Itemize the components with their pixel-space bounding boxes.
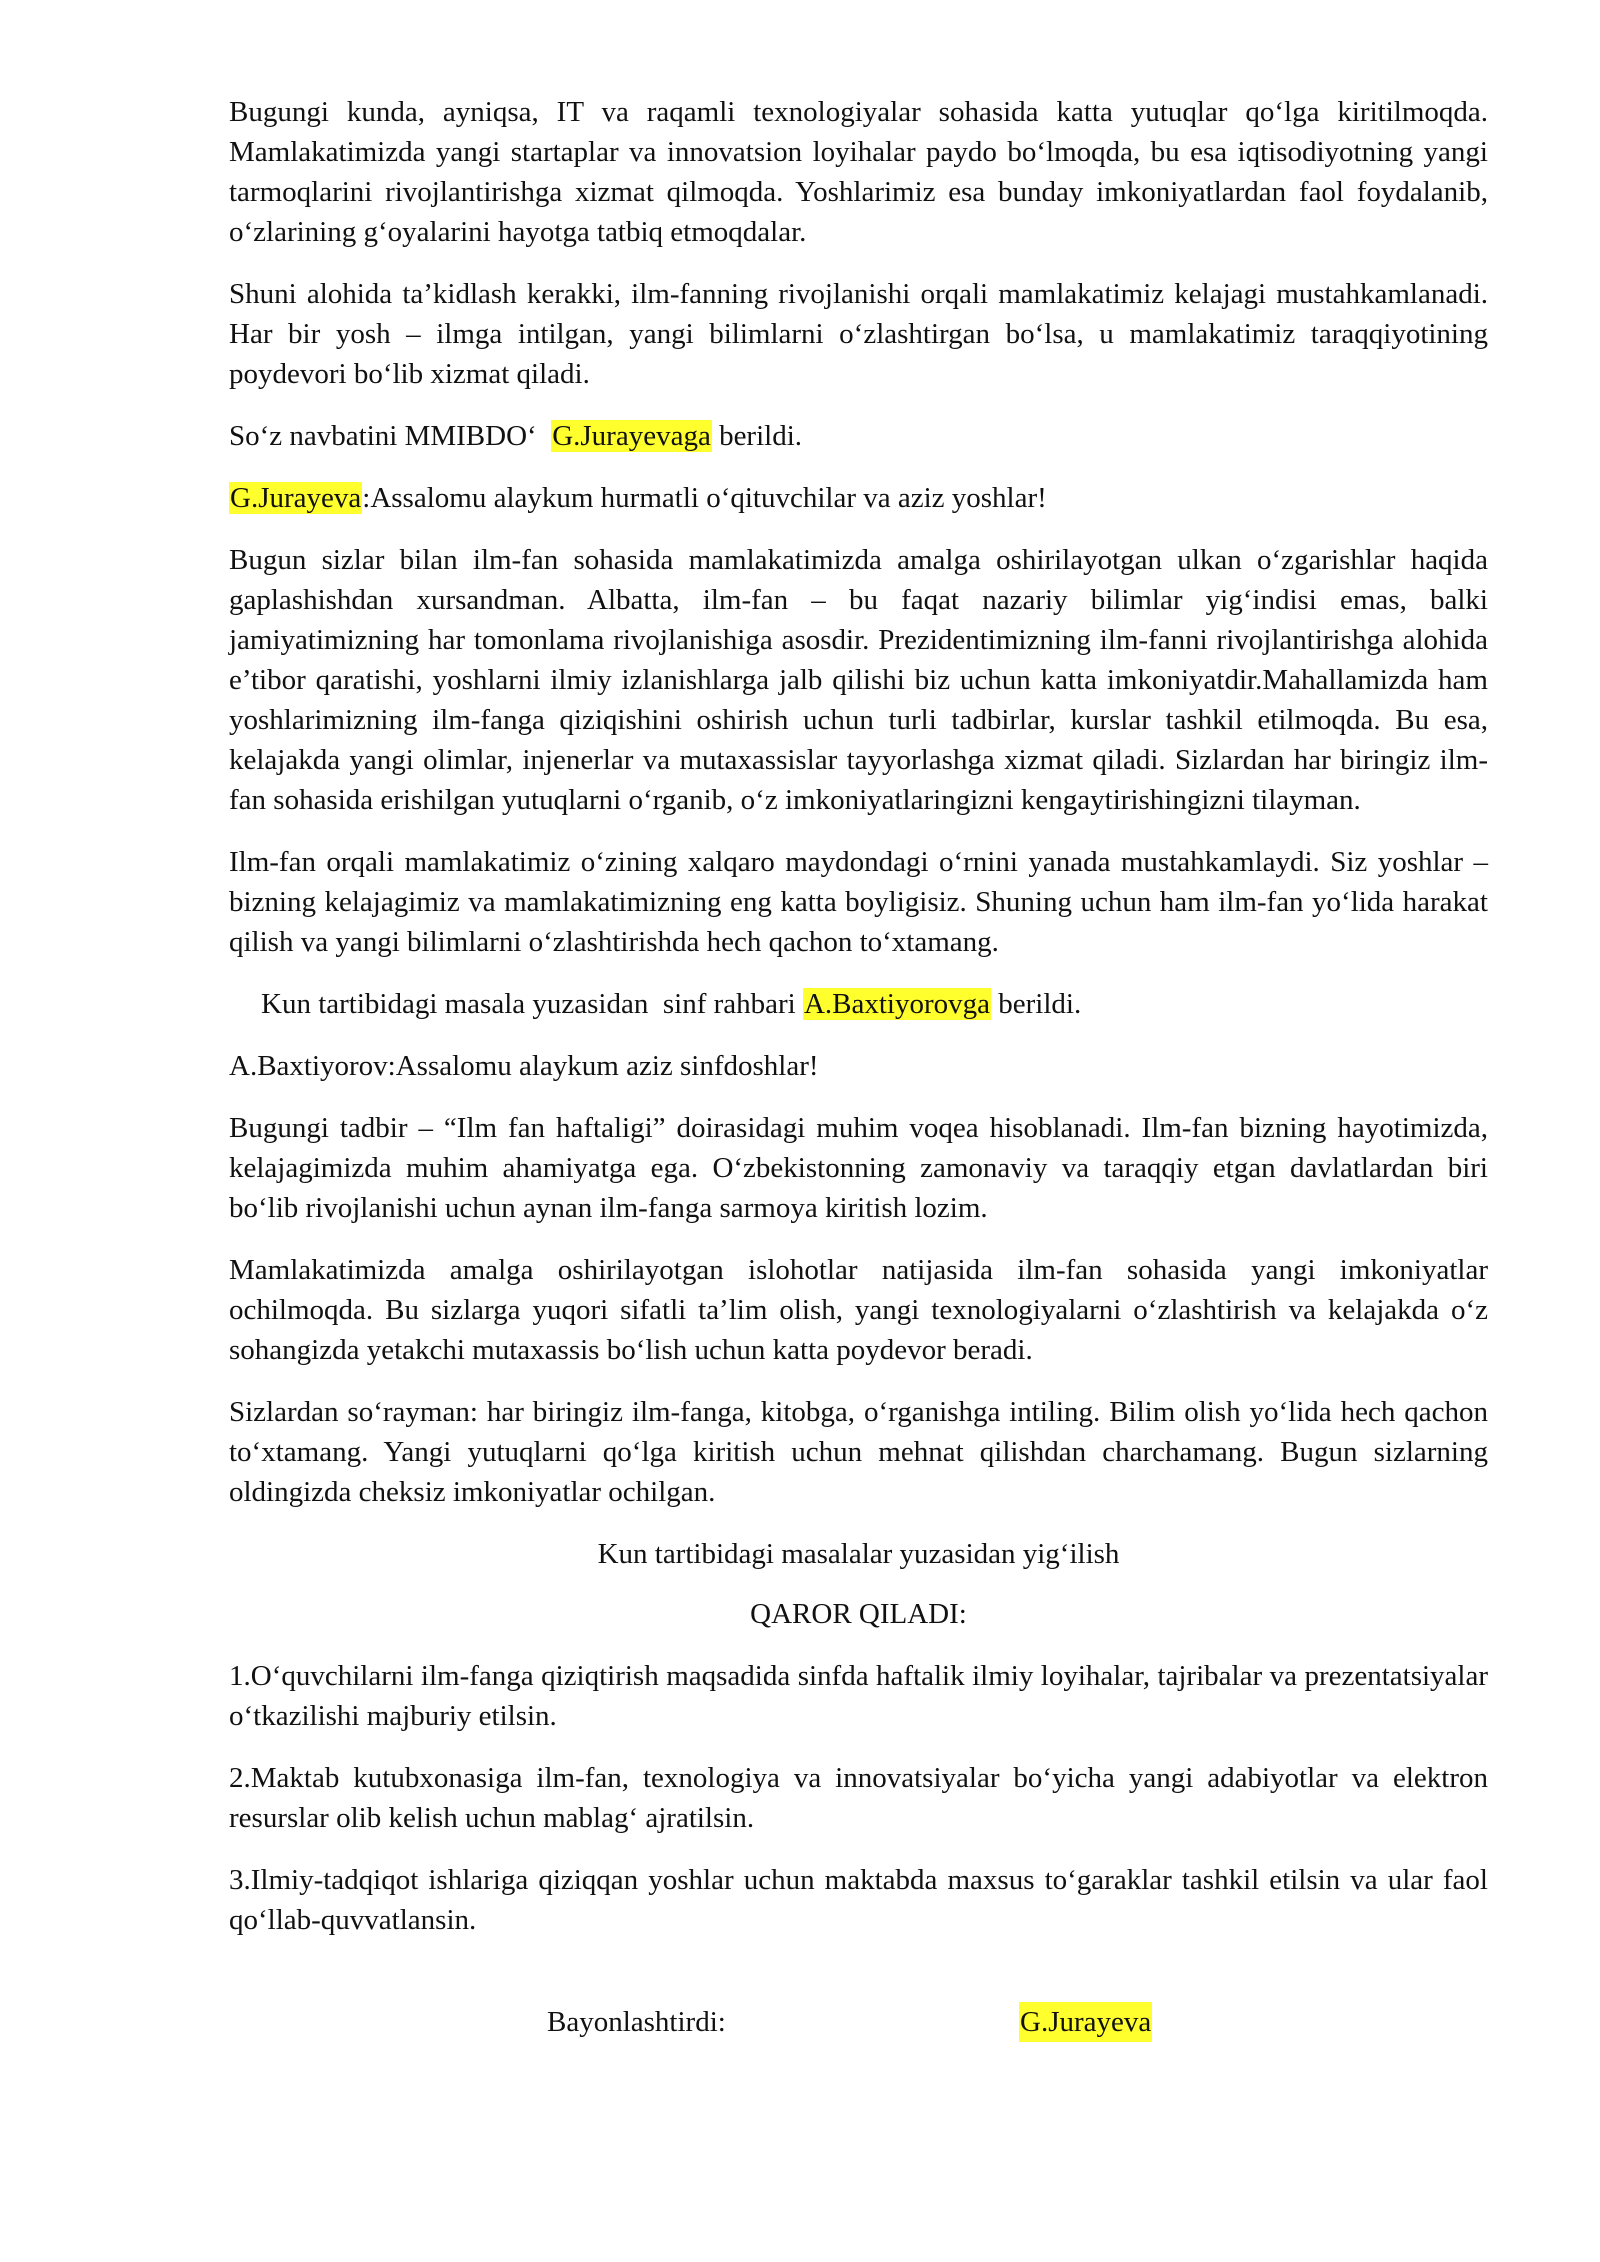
paragraph-speech-5: Sizlardan so‘rayman: har biringiz ilm-fanga, kitobga, o‘rganishga intiling. Bilim olish yo‘lida hech qachon to‘xtamang. Yangi yutuqlarni qo‘lga kiritish uchun mehnat qilishdan charchamang. Bugun sizlarning oldingizda cheksiz imkoniyatlar ochilgan. bbox=[229, 1396, 1488, 1508]
paragraph-speech-4: Mamlakatimizda amalga oshirilayotgan islohotlar natijasida ilm-fan sohasida yangi imkoniyatlar ochilmoqda. Bu sizlarga yuqori sifatli ta’lim olish, yangi texnologiyalarni o‘zlashtirish va kelajakda o‘z sohangizda yetakchi mutaxassis bo‘lish uchun katta poydevor beradi. bbox=[229, 1254, 1488, 1366]
paragraph-greeting bbox=[229, 478, 1488, 518]
paragraph-speech-3: Bugungi tadbir – “Ilm fan haftaligi” doirasidagi muhim voqea hisoblanadi. Ilm-fan bizning hayotimizda, kelajagimizda muhim ahamiyatga ega. O‘zbekistonning zamonaviy va taraqqiy etgan davlatlardan biri bo‘lib rivojlanishi uchun aynan ilm-fanga sarmoya kiritish lozim. bbox=[229, 1112, 1488, 1224]
paragraph-speech-2: Ilm-fan orqali mamlakatimiz o‘zining xalqaro maydondagi o‘rnini yanada mustahkamlaydi. Siz yoshlar – bizning kelajagimiz va mamlakatimizning eng katta boyligisiz. Shuning uchun ham ilm-fan yo‘lida harakat qilish va yangi bilimlarni o‘zlashtirishda hech qachon to‘xtamang. bbox=[229, 846, 1488, 958]
paragraph-floor-given-2 bbox=[229, 984, 1488, 1024]
greeting-text: :Assalomu alaykum hurmatli o‘qituvchilar va aziz yoshlar! bbox=[362, 482, 1047, 514]
resolution-item: 1.O‘quvchilarni ilm-fanga qiziqtirish maqsadida sinfda haftalik ilmiy loyihalar, tajribalar va prezentatsiyalar o‘tkazilishi majburiy etilsin. bbox=[229, 1660, 1488, 1732]
floor-given-text-2: Kun tartibidagi masala yuzasidan sinf rahbari bbox=[261, 988, 803, 1020]
floor-given-suffix: berildi. bbox=[711, 420, 803, 452]
paragraph-greeting-2: A.Baxtiyorov:Assalomu alaykum aziz sinfdoshlar! bbox=[229, 1050, 819, 1082]
floor-given-text: So‘z navbatini MMIBDO‘ bbox=[229, 420, 552, 452]
resolution-item: 3.Ilmiy-tadqiqot ishlariga qiziqqan yoshlar uchun maktabda maxsus to‘garaklar tashkil etilsin va ular faol qo‘llab-quvvatlansin. bbox=[229, 1864, 1488, 1936]
paragraph-1: Bugungi kunda, ayniqsa, IT va raqamli texnologiyalar sohasida katta yutuqlar qo‘lga kiritilmoqda. Mamlakatimizda yangi startaplar va innovatsion loyihalar paydo bo‘lmoqda, bu esa iqtisodiyotning yangi tarmoqlarini rivojlantirishga xizmat qilmoqda. Yoshlarimiz esa bunday imkoniyatlardan faol foydalanib, o‘zlarining g‘oyalarini hayotga tatbiq etmoqdalar. bbox=[229, 96, 1488, 248]
highlighted-name: G.Jurayevaga bbox=[552, 420, 711, 452]
paragraph-floor-given bbox=[229, 416, 1488, 456]
paragraph-2: Shuni alohida ta’kidlash kerakki, ilm-fanning rivojlanishi orqali mamlakatimiz kelajagi mustahkamlanadi. Har bir yosh – ilmga intilgan, yangi bilimlarni o‘zlashtirgan bo‘lsa, u mamlakatimiz taraqqiyotining poydevori bo‘lib xizmat qiladi. bbox=[229, 278, 1488, 390]
signature-name: G.Jurayeva bbox=[1019, 2002, 1152, 2042]
floor-given-suffix-2: berildi. bbox=[991, 988, 1082, 1020]
resolution-intro: Kun tartibidagi masalalar yuzasidan yig‘ilish bbox=[597, 1538, 1120, 1570]
signature-label: Bayonlashtirdi: bbox=[547, 2006, 726, 2038]
paragraph-speech-1: Bugun sizlar bilan ilm-fan sohasida mamlakatimizda amalga oshirilayotgan ulkan o‘zgarishlar haqida gaplashishdan xursandman. Albatta, ilm-fan – bu faqat nazariy bilimlar yig‘indisi emas, balki jamiyatimizning har tomonlama rivojlanishiga asosdir. Prezidentimizning ilm-fanni rivojlantirishga alohida e’tibor qaratishi, yoshlarni ilmiy izlanishlarga jalb qilishi biz uchun katta imkoniyatdir.Mahallamizda ham yoshlarimizning ilm-fanga qiziqishini oshirish uchun turli tadbirlar, kurslar tashkil etilmoqda. Bu esa, kelajakda yangi olimlar, injenerlar va mutaxassislar tayyorlashga xizmat qiladi. Sizlardan har biringiz ilm-fan sohasida erishilgan yutuqlarni o‘rganib, o‘z imkoniyatlaringizni kengaytirishingizni tilayman. bbox=[229, 544, 1488, 816]
signature-block bbox=[229, 2002, 1488, 2046]
highlighted-speaker: G.Jurayeva bbox=[230, 482, 362, 514]
highlighted-name-2: A.Baxtiyorovga bbox=[803, 988, 991, 1020]
resolution-heading: QAROR QILADI: bbox=[750, 1598, 967, 1630]
resolution-item: 2.Maktab kutubxonasiga ilm-fan, texnologiya va innovatsiyalar bo‘yicha yangi adabiyotlar va elektron resurslar olib kelish uchun mablag‘ ajratilsin. bbox=[229, 1762, 1488, 1834]
